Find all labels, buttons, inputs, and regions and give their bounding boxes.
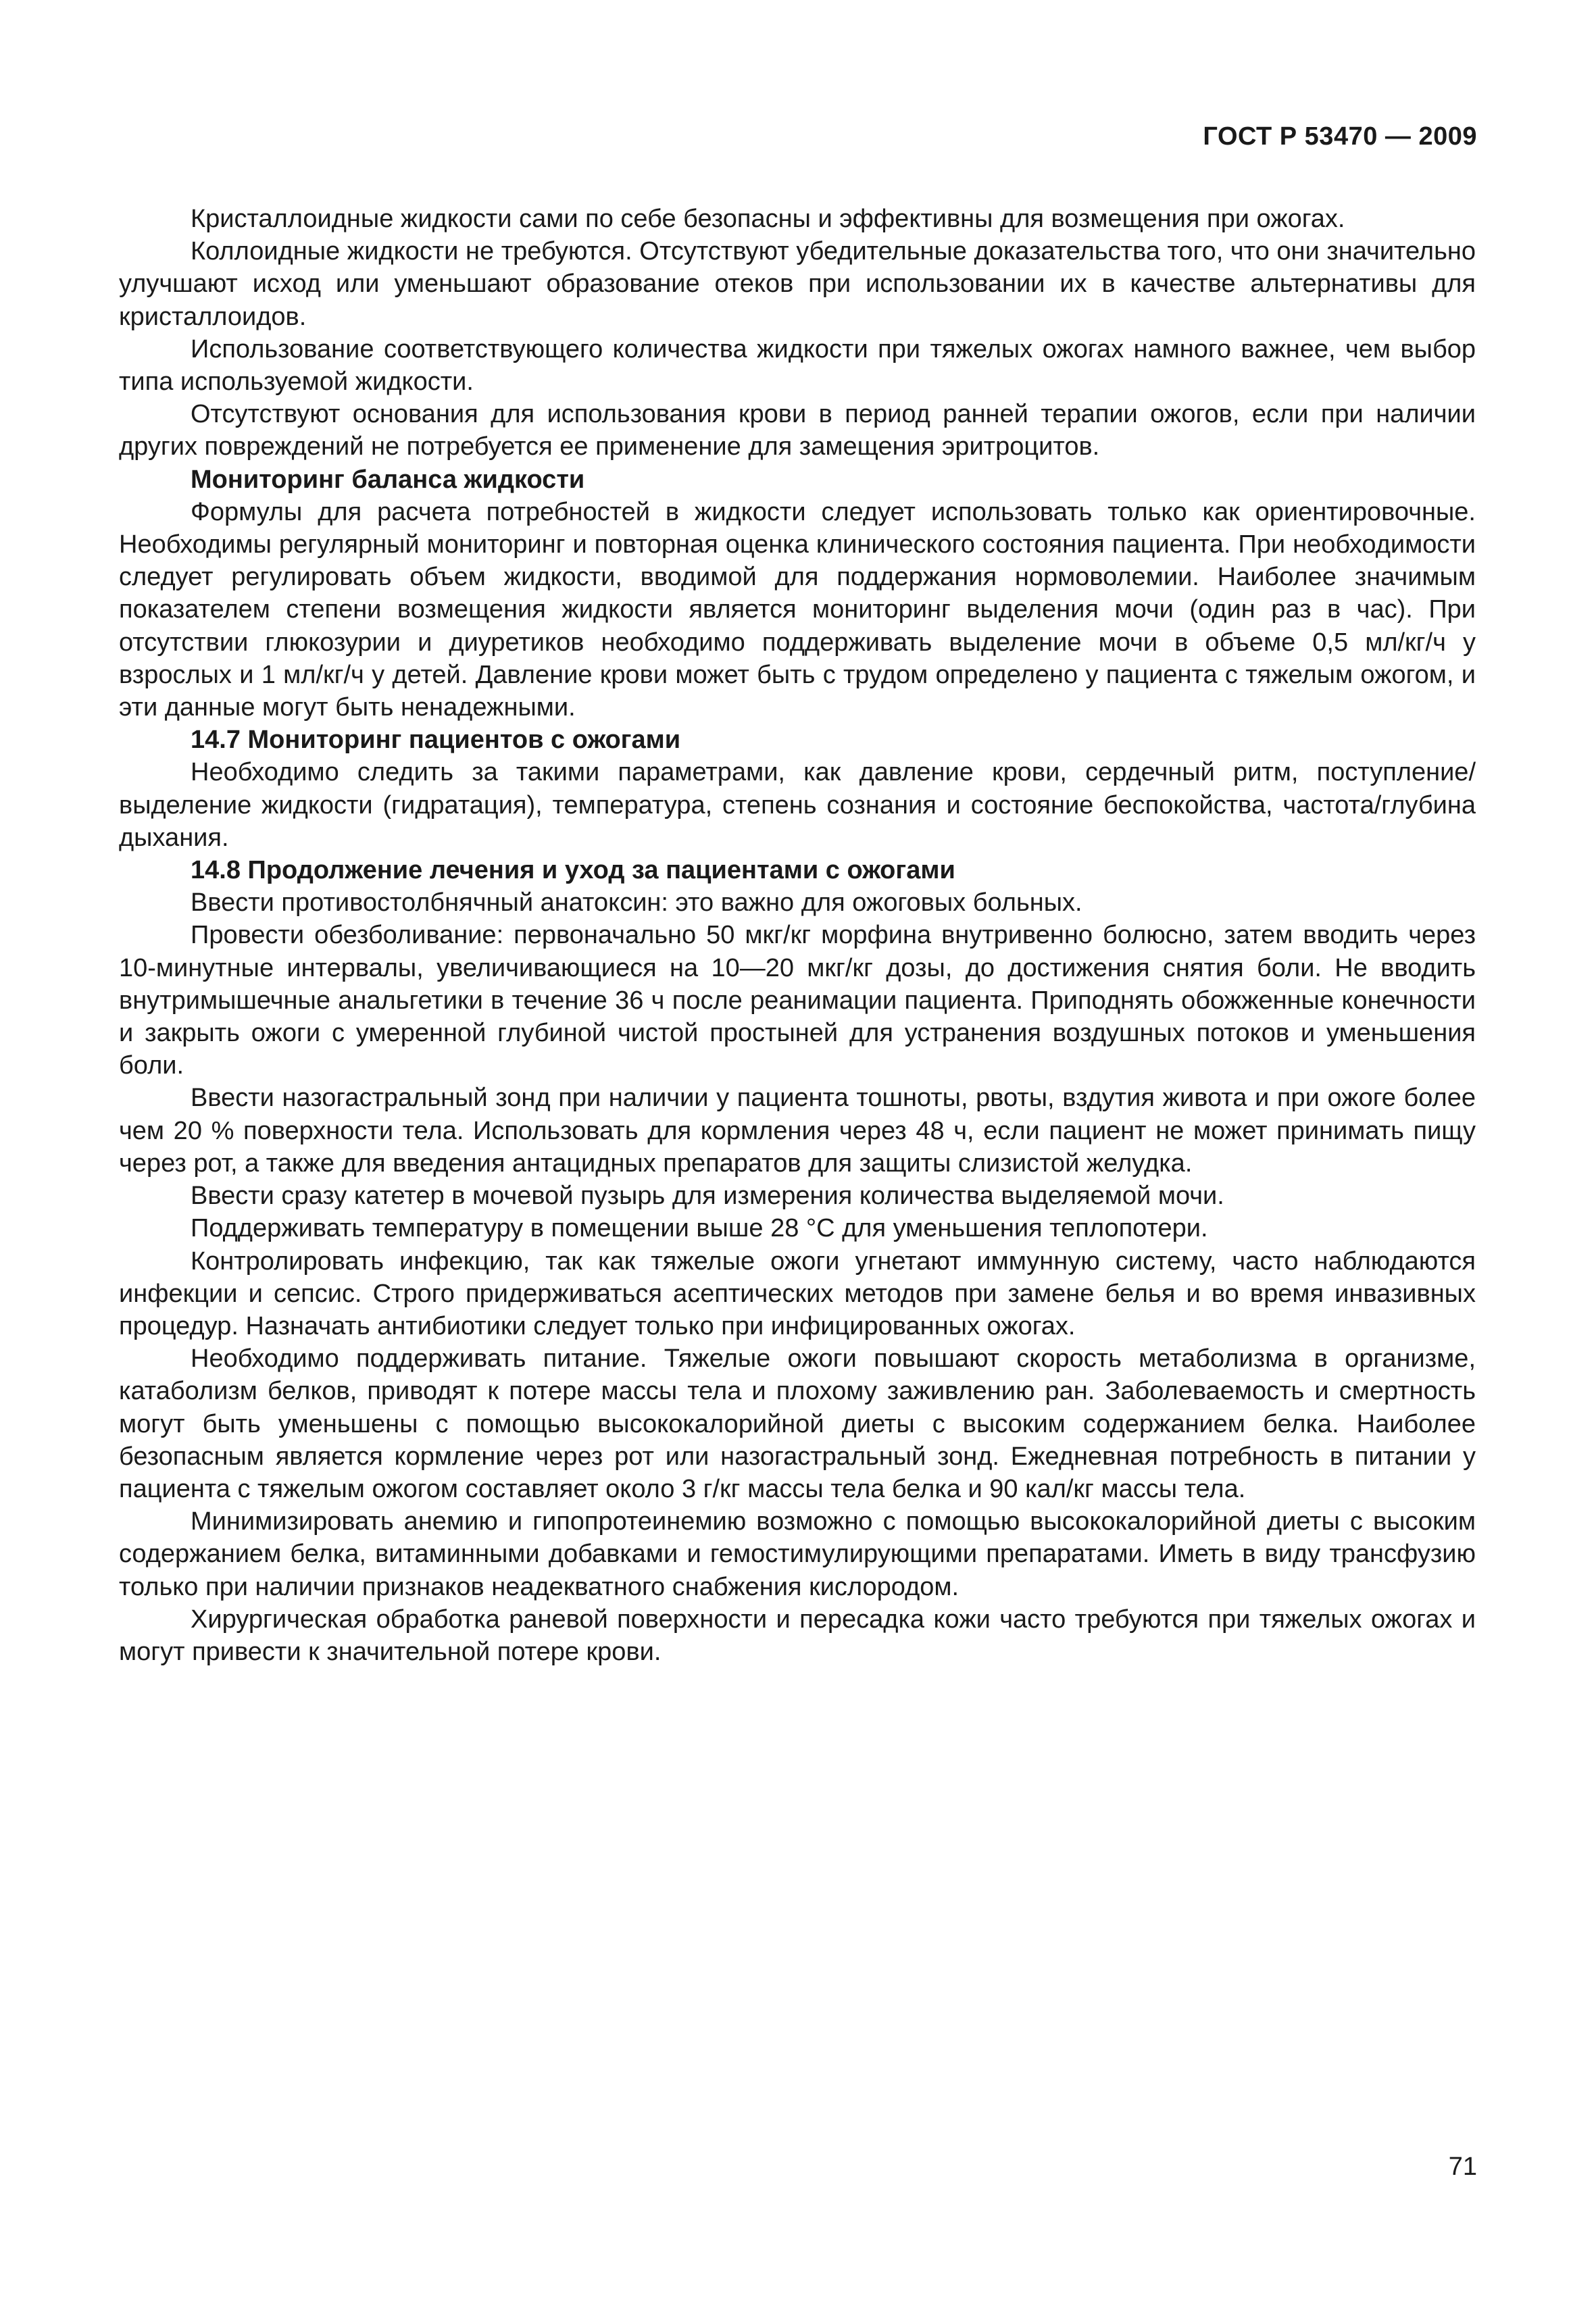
body-paragraph: Коллоидные жидкости не требуются. Отсутствуют убедительные доказательства того, что они значительно улучшают исход или уменьшают образование отеков при использовании их в качестве альтернативы для кристаллоидов. xyxy=(119,237,1476,331)
body-paragraph: Поддерживать температуру в помещении выше 28 °C для уменьшения теплопотери. xyxy=(191,1214,1208,1243)
body-paragraph: Ввести сразу катетер в мочевой пузырь для измерения количества выделяемой мочи. xyxy=(191,1182,1224,1211)
document-code-header: ГОСТ Р 53470 — 2009 xyxy=(1203,122,1477,151)
body-paragraph: Использование соответствующего количества жидкости при тяжелых ожогах намного важнее, чем выбор типа используемой жидкости. xyxy=(119,334,1476,397)
body-paragraph: Формулы для расчета потребностей в жидкости следует использовать только как ориентировочные. Необходимы регулярный мониторинг и повторная оценка клинического состояния пациента. При необходимости следует регулировать объем жидкости, вводимой для поддержания нормоволемии. Наиболее значимым показателем степени возмещения жидкости является мониторинг выделения мочи (один раз в час). При отсутствии глюкозурии и диуретиков необходимо поддерживать выделение мочи в объеме 0,5 мл/кг/ч у взрослых и 1 мл/кг/ч у детей. Давление крови может быть с трудом определено у пациента с тяжелым ожогом, и эти данные могут быть ненадежными. xyxy=(119,497,1476,722)
body-paragraph: Хирургическая обработка раневой поверхности и пересадка кожи часто требуются при тяжелых ожогах и могут привести к значительной потере крови. xyxy=(119,1605,1476,1666)
section-heading: Мониторинг баланса жидкости xyxy=(191,465,585,494)
body-paragraph: Ввести назогастральный зонд при наличии у пациента тошноты, рвоты, вздутия живота и при ожоге более чем 20 % поверхности тела. Использовать для кормления через 48 ч, если пациент не может принимать пищу через рот, а также для введения антацидных препаратов для защиты слизистой желудка. xyxy=(119,1084,1476,1178)
body-paragraph: Необходимо следить за такими параметрами, как давление крови, сердечный ритм, поступление/выделение жидкости (гидратация), температура, степень сознания и состояние беспокойства, частота/глубина дыхания. xyxy=(119,758,1476,852)
body-paragraph: Провести обезболивание: первоначально 50 мкг/кг морфина внутривенно болюсно, затем вводить через 10-минутные интервалы, увеличивающиеся на 10—20 мкг/кг дозы, до достижения снятия боли. Не вводить внутримышечные анальгетики в течение 36 ч после реанимации пациента. Приподнять обожженные конечности и закрыть ожоги с умеренной глубиной чистой простыней для устранения воздушных потоков и уменьшения боли. xyxy=(119,921,1476,1080)
section-heading: 14.8 Продолжение лечения и уход за пациентами с ожогами xyxy=(191,856,955,885)
body-paragraph: Кристаллоидные жидкости сами по себе безопасны и эффективны для возмещения при ожогах. xyxy=(191,205,1345,233)
body-paragraph: Контролировать инфекцию, так как тяжелые ожоги угнетают иммунную систему, часто наблюдаются инфекции и сепсис. Строго придерживаться асептических методов при замене белья и во время инвазивных процедур. Назначать антибиотики следует только при инфицированных ожогах. xyxy=(119,1247,1476,1340)
section-heading: 14.7 Мониторинг пациентов с ожогами xyxy=(191,726,681,755)
body-paragraph: Необходимо поддерживать питание. Тяжелые ожоги повышают скорость метаболизма в организме, катаболизм белков, приводят к потере массы тела и плохому заживлению ран. Заболеваемость и смертность могут быть уменьшены с помощью высококалорийной диеты с высоким содержанием белка. Наиболее безопасным является кормление через рот или назогастральный зонд. Ежедневная потребность в питании у пациента с тяжелым ожогом составляет около 3 г/кг массы тела белка и 90 кал/кг массы тела. xyxy=(119,1344,1476,1503)
page-number: 71 xyxy=(1448,2153,1477,2181)
body-paragraph: Ввести противостолбнячный анатоксин: это важно для ожоговых больных. xyxy=(191,888,1082,917)
document-body xyxy=(119,203,1476,1668)
body-paragraph: Минимизировать анемию и гипопротеинемию возможно с помощью высококалорийной диеты с высоким содержанием белка, витаминными добавками и гемостимулирующими препаратами. Иметь в виду трансфузию только при наличии признаков неадекватного снабжения кислородом. xyxy=(119,1507,1476,1601)
body-paragraph: Отсутствуют основания для использования крови в период ранней терапии ожогов, если при наличии других повреждений не потребуется ее применение для замещения эритроцитов. xyxy=(119,400,1476,461)
